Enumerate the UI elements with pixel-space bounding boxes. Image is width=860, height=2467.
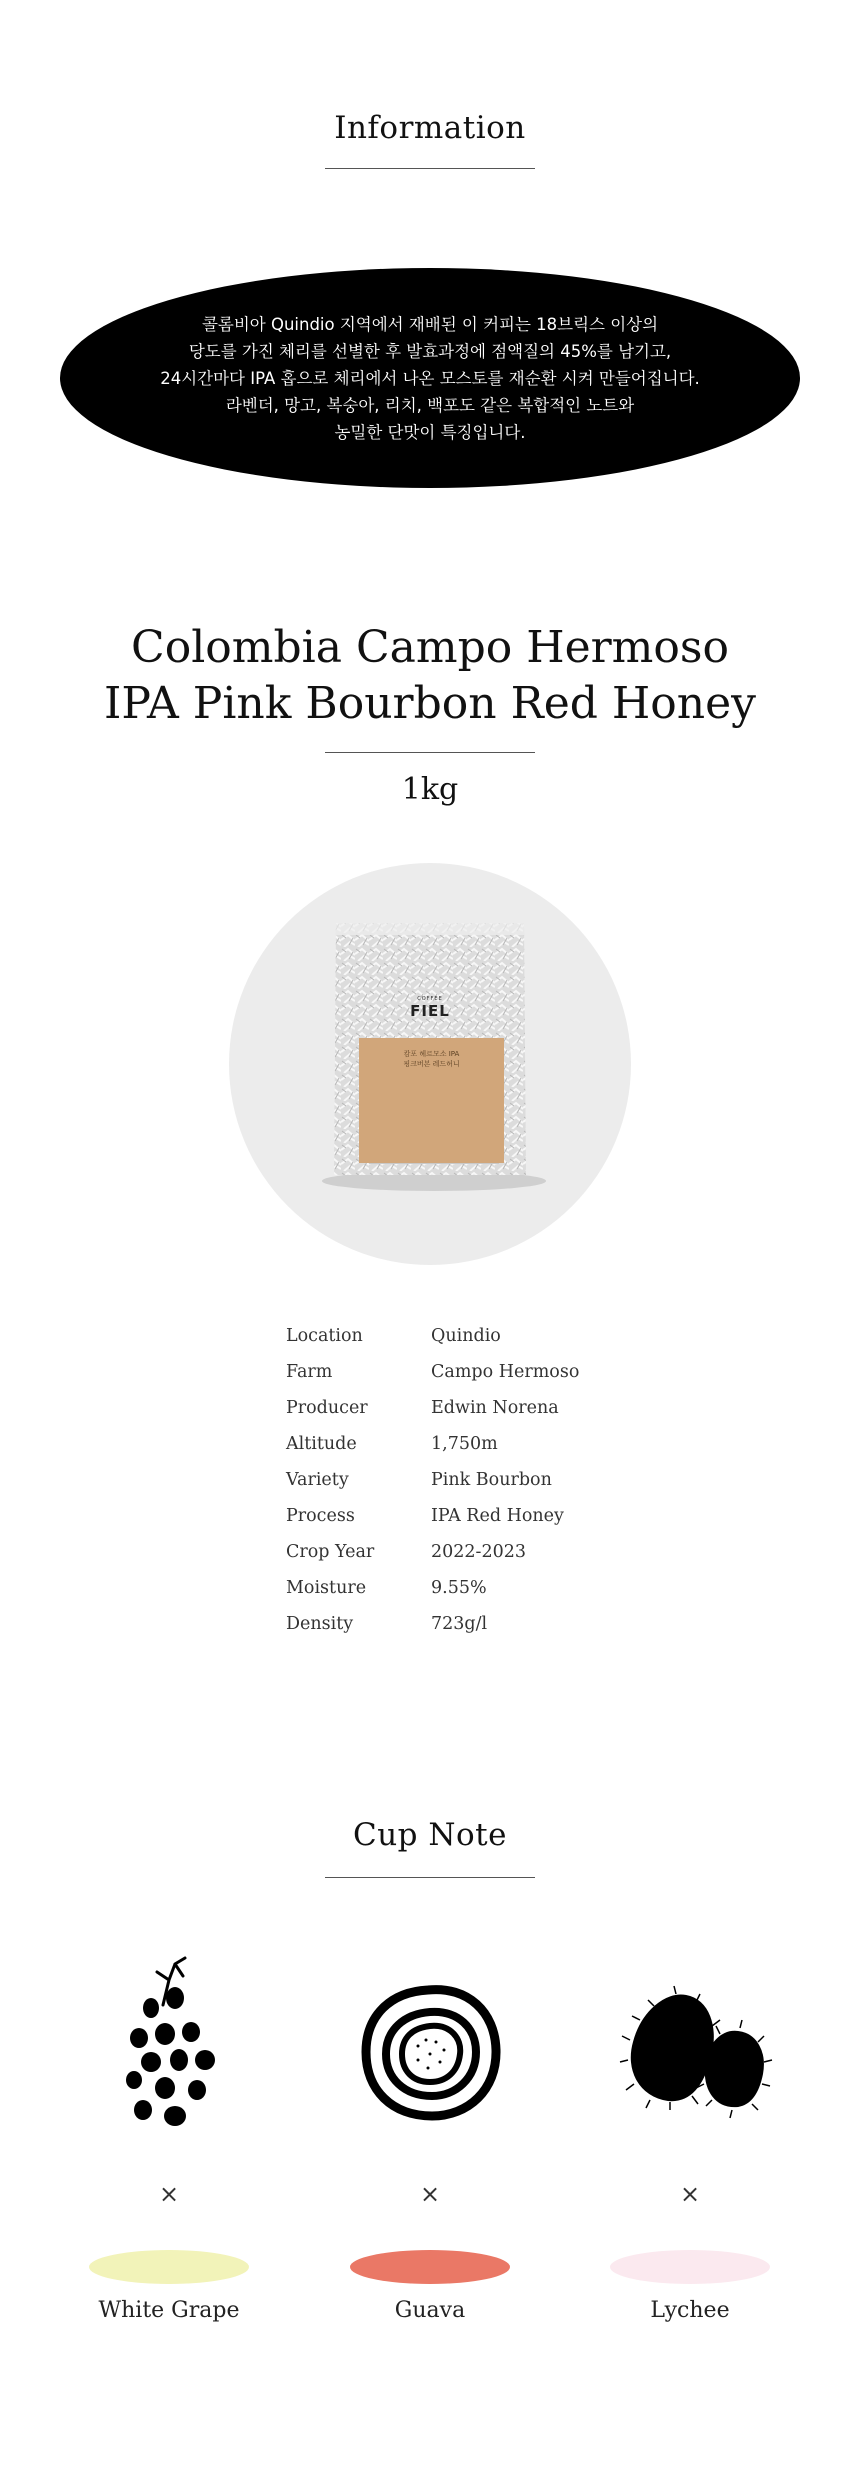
spec-label: Location <box>286 1326 363 1346</box>
information-divider <box>325 168 535 169</box>
times-icon: × <box>679 2180 701 2208</box>
spec-row-producer <box>286 1390 579 1426</box>
product-name-line: IPA Pink Bourbon Red Honey <box>104 678 756 729</box>
cup-note-divider <box>325 1877 535 1878</box>
spec-table <box>286 1318 579 1642</box>
spec-row-density <box>286 1606 579 1642</box>
bag-label-subtitle: 핑크버본 레드허니 <box>403 1060 460 1068</box>
spec-value: Edwin Norena <box>431 1398 559 1418</box>
spec-value: IPA Red Honey <box>431 1506 564 1526</box>
grape-icon <box>79 1950 259 2150</box>
bag-label-title: 캄포 헤르모소 IPA <box>403 1050 460 1058</box>
spec-value: 2022-2023 <box>431 1542 526 1562</box>
spec-label: Moisture <box>286 1578 367 1598</box>
description-line: 당도를 가진 체리를 선별한 후 발효과정에 점액질의 45%를 남기고, <box>188 341 672 361</box>
spec-value: Quindio <box>431 1326 501 1346</box>
description-line: 농밀한 단맛이 특징입니다. <box>334 422 526 442</box>
product-weight: 1kg <box>401 772 459 807</box>
spec-label: Altitude <box>286 1434 357 1454</box>
spec-label: Producer <box>286 1398 368 1418</box>
spec-label: Process <box>286 1506 355 1526</box>
color-swatch <box>610 2250 770 2284</box>
spec-row-farm <box>286 1354 579 1390</box>
times-icon: × <box>158 2180 180 2208</box>
spec-value: Campo Hermoso <box>431 1362 580 1382</box>
cup-note-name: Lychee <box>650 2298 730 2323</box>
spec-row-process <box>286 1498 579 1534</box>
spec-label: Crop Year <box>286 1542 375 1562</box>
spec-value: Pink Bourbon <box>431 1470 552 1490</box>
product-name-divider <box>325 752 535 753</box>
spec-row-location <box>286 1318 579 1354</box>
spec-row-crop-year <box>286 1534 579 1570</box>
product-name-line: Colombia Campo Hermoso <box>131 622 729 673</box>
information-title: Information <box>334 110 526 146</box>
description-ellipse <box>60 268 800 488</box>
description-text <box>160 311 700 446</box>
spec-value: 9.55% <box>431 1578 487 1598</box>
color-swatch <box>89 2250 249 2284</box>
spec-label: Density <box>286 1614 354 1634</box>
cup-note-name: Guava <box>394 2298 466 2323</box>
spec-row-variety <box>286 1462 579 1498</box>
bag-brand: FIEL <box>410 1002 450 1020</box>
spec-value: 723g/l <box>431 1614 488 1634</box>
product-name <box>0 620 860 732</box>
color-swatch <box>350 2250 510 2284</box>
spec-label: Farm <box>286 1362 333 1382</box>
product-image <box>229 863 631 1265</box>
bag-brand-small: COFFEE <box>417 996 443 1002</box>
spec-row-moisture <box>286 1570 579 1606</box>
cup-note-title: Cup Note <box>353 1817 507 1853</box>
cup-note-name: White Grape <box>98 2298 240 2323</box>
description-line: 24시간마다 IPA 홉으로 체리에서 나온 모스토를 재순환 시켜 만들어집니다. <box>160 368 700 388</box>
spec-label: Variety <box>286 1470 349 1490</box>
description-line: 라벤더, 망고, 복숭아, 리치, 백포도 같은 복합적인 노트와 <box>225 395 635 415</box>
description-line: 콜롬비아 Quindio 지역에서 재배된 이 커피는 18브릭스 이상의 <box>201 314 659 334</box>
lychee-icon <box>600 1950 780 2150</box>
spec-value: 1,750m <box>431 1434 498 1454</box>
spec-row-altitude <box>286 1426 579 1462</box>
times-icon: × <box>419 2180 441 2208</box>
guava-icon <box>340 1950 520 2150</box>
